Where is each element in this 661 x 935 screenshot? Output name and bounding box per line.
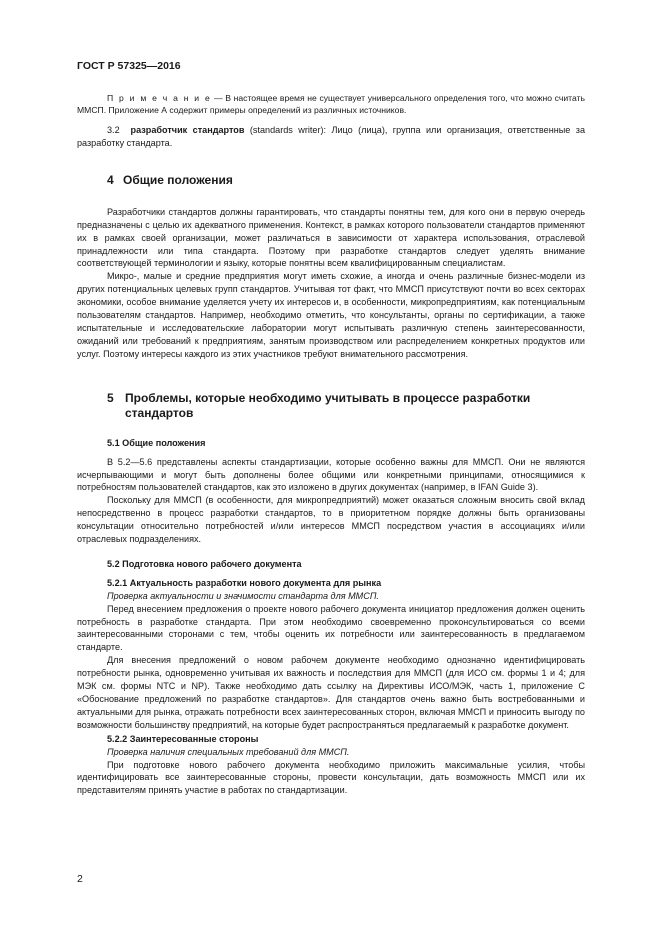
term-3-2-term: разработчик стандартов bbox=[130, 125, 245, 135]
section-5-2-2-paragraph-1: При подготовке нового рабочего документа необходимо приложить максимальные усилия, чтобы идентифицировать все заинтересованные стороны, провести консультации, дать возможность ММСП или их представителям принять участие в работах по стандартизации. bbox=[77, 759, 585, 796]
section-5-1-paragraph-1: В 5.2—5.6 представлены аспекты стандартизации, которые особенно важны для ММСП. Они не являются исчерпывающими и могут быть дополнены более общими или конкретными принципами, относящимися к потребностям пользователей стандартов, как это изложено в других документах (например, в IFAN Guide 3). bbox=[77, 456, 585, 493]
term-3-2-definition: (standards writer): Лицо (лица), группа или организация, ответственные за разработку стандарта. bbox=[77, 125, 585, 148]
term-3-2 bbox=[77, 124, 585, 150]
page-number: 2 bbox=[77, 873, 83, 885]
section-5-1-heading: 5.1 Общие положения bbox=[107, 437, 206, 448]
section-5-title: Проблемы, которые необходимо учитывать в процессе разработки стандартов bbox=[125, 390, 531, 420]
section-5-number: 5 bbox=[107, 390, 114, 405]
note-label: П р и м е ч а н и е bbox=[107, 93, 212, 103]
section-5-heading bbox=[107, 391, 585, 421]
section-5-2-2-subtitle: Проверка наличия специальных требований для ММСП. bbox=[107, 746, 350, 757]
section-4-paragraph-2: Микро-, малые и средние предприятия могут иметь схожие, а иногда и очень различные бизнес-модели из других потенциальных целевых групп стандартов. Учитывая тот факт, что ММСП присутствуют почти во всех секторах экономики, особое внимание уделяется учету их интересов и, в особенности, микропредприятиям, как потенциальным пользователям стандартов. Например, необходимо отметить, что консультанты, органы по сертификации, а также испытательные и исследовательские лаборатории могут испытывать различную степень заинтересованности, ожиданий или требований к предприятиям, занятым производством или распределением конкретных продуктов или услуг. Поэтому интересы каждого из этих участников требуют внимательного рассмотрения. bbox=[77, 271, 585, 359]
section-5-1-paragraph-2: Поскольку для ММСП (в особенности, для микропредприятий) может оказаться сложным вносить свой вклад непосредственно в процесс разработки стандартов, то в приоритетном порядке должны быть организованы консультации относительно потребностей и/или интересов ММСП посредством участия в ассоциациях и/или отраслевых подразделениях. bbox=[77, 495, 585, 545]
section-5-2-1-heading: 5.2.1 Актуальность разработки нового документа для рынка bbox=[107, 577, 382, 588]
note-text: — В настоящее время не существует универсального определения того, что можно считать ММСП. Приложение А содержит примеры определений из различных источников. bbox=[77, 93, 585, 115]
section-5-2-2-heading: 5.2.2 Заинтересованные стороны bbox=[107, 733, 259, 744]
section-5-2-1-paragraph-2: Для внесения предложений о новом рабочем документе необходимо однозначно идентифицировать потребности рынка, одновременно учитывая их важность и последствия для ММСП (для ИСО см. формы 1 и 4; для МЭК см. формы NTC и NP). Также необходимо дать ссылку на Директивы ИСО/МЭК, часть 1, приложение С «Обоснование предложений по разработке стандартов». Для стандартов очень важно быть востребованными и актуальными для рынка, отражать потребности всех заинтересованных сторон, включая ММСП и приносить выгоду по возможности большинству предприятий, на которые будет распространяться предлагаемый к разработке документ. bbox=[77, 655, 585, 730]
document-header: ГОСТ Р 57325—2016 bbox=[77, 60, 181, 72]
note-paragraph bbox=[77, 92, 585, 116]
section-5-2-1-paragraph-1: Перед внесением предложения о проекте нового рабочего документа инициатор предложения должен оценить потребность в разработке стандарта. При этом необходимо своевременно проконсультироваться со всеми заинтересованными сторонами с тем, чтобы оценить их потребности или заинтересованность в предлагаемом стандарте. bbox=[77, 603, 585, 653]
section-4-heading bbox=[107, 173, 585, 188]
section-5-2-1-subtitle: Проверка актуальности и значимости стандарта для ММСП. bbox=[107, 590, 379, 601]
section-4-number: 4 bbox=[107, 172, 114, 187]
page-body bbox=[77, 84, 585, 797]
section-5-2-heading: 5.2 Подготовка нового рабочего документа bbox=[107, 558, 302, 569]
section-4-title: Общие положения bbox=[123, 172, 233, 187]
section-4-paragraph-1: Разработчики стандартов должны гарантировать, что стандарты понятны тем, для кого они в первую очередь предназначены с целью их адекватного применения. Контекст, в рамках которого пользователи стандартов применяют их в рамках своей организации, может различаться в зависимости от характера использования, отраслевой принадлежности или типа стандарта. Поэтому при разработке стандартов следует уделять внимание соответствующей терминологии и языку, которые понятны всем квалифицированным специалистам. bbox=[77, 206, 585, 269]
term-3-2-number: 3.2 bbox=[107, 125, 120, 135]
